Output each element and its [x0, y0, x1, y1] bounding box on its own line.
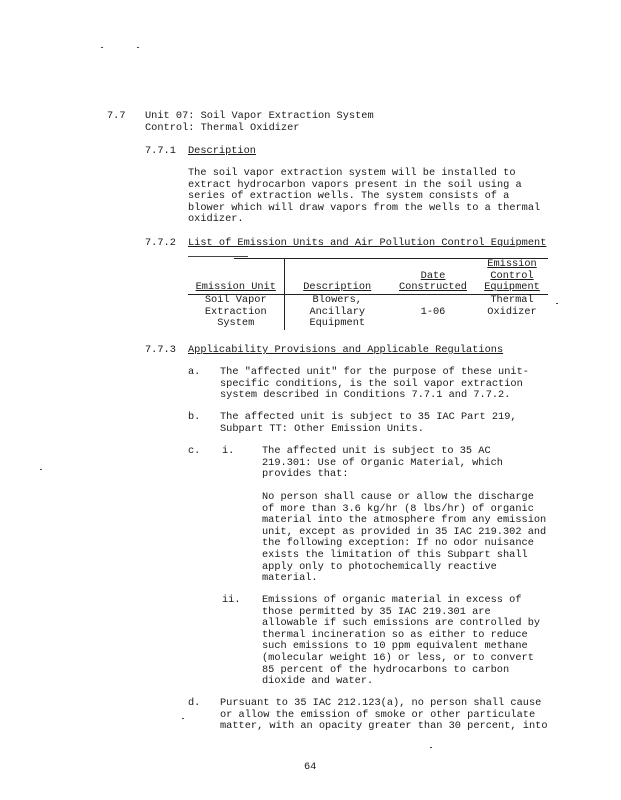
header-description: Description	[284, 258, 390, 295]
scan-speck	[101, 47, 103, 48]
description-line: blower which will draw vapors from the wells to a thermal	[188, 201, 541, 214]
cell-emission-unit	[188, 295, 284, 330]
item-a-text	[220, 367, 529, 402]
item-c-ii-label: ii.	[222, 594, 241, 606]
item-a-line: specific conditions, is the soil vapor extraction	[220, 377, 523, 390]
header-emission-unit: Emission Unit	[188, 258, 284, 295]
item-c-ii-line: (molecular weight 16) or less, or to convert	[262, 651, 534, 664]
item-c-i-quote	[262, 492, 546, 585]
cell-equipment	[476, 295, 548, 330]
quote-line: No person shall cause or allow the discharge	[262, 491, 534, 503]
item-b-line: Subpart TT: Other Emission Units.	[220, 422, 424, 435]
item-c-i-line: The affected unit is subject to 35 AC	[262, 445, 491, 457]
header-date-line: Date	[420, 269, 446, 282]
item-c-ii-line: such emissions to 10 ppm equivalent methane	[262, 640, 528, 653]
item-c-i-line: 219.301: Use of Organic Material, which	[262, 456, 503, 469]
item-d-line: matter, with an opacity greater than 30 percent, into	[220, 720, 548, 733]
scan-speck	[556, 303, 558, 304]
applicability-number: 7.7.3	[145, 344, 176, 356]
item-c-ii-line: thermal incineration so as either to reduce	[262, 628, 528, 641]
section-number: 7.7	[107, 110, 126, 122]
item-d-line: Pursuant to 35 IAC 212.123(a), no person shall cause	[220, 697, 542, 709]
quote-line: of more than 3.6 kg/hr (8 lbs/hr) of organic	[262, 502, 534, 515]
section-title	[145, 111, 374, 134]
scan-speck	[40, 469, 42, 470]
header-equipment-line: Equipment	[484, 281, 540, 294]
item-c-ii-line: Emissions of organic material in excess of	[262, 594, 522, 606]
item-c-label: c.	[188, 445, 201, 457]
description-line: The soil vapor extraction system will be installed to	[188, 167, 516, 179]
header-date-constructed	[390, 258, 476, 295]
section-unit-line: Unit 07: Soil Vapor Extraction System	[145, 110, 374, 122]
header-equipment-line: Control	[490, 269, 534, 282]
item-c-i-label: i.	[222, 445, 235, 457]
header-equipment-line: Emission	[487, 258, 537, 271]
item-a-line: system described in Conditions 7.7.1 and 7.7.2.	[220, 389, 511, 402]
table-top-rule-short	[188, 256, 248, 257]
scan-speck	[137, 47, 139, 48]
item-c-i-text	[262, 446, 503, 481]
description-line: extract hydrocarbon vapors present in the soil using a	[188, 178, 522, 191]
section-control-line: Control: Thermal Oxidizer	[145, 121, 300, 134]
cell-line: System	[217, 317, 255, 330]
quote-line: unit, except as provided in 35 IAC 219.302 and	[262, 525, 547, 538]
item-b-label: b.	[188, 411, 201, 423]
cell-line: Blowers, Ancillary	[309, 294, 366, 318]
description-number: 7.7.1	[145, 145, 176, 157]
description-line: oxidizer.	[188, 213, 244, 226]
cell-line: Oxidizer	[487, 305, 537, 318]
scan-speck	[430, 747, 432, 748]
cell-line: Thermal	[490, 294, 534, 306]
page-number: 64	[304, 761, 317, 773]
item-c-ii-text	[262, 595, 540, 688]
item-b-line: The affected unit is subject to 35 IAC Part 219,	[220, 411, 517, 423]
description-heading: Description	[188, 145, 256, 157]
item-d-text	[220, 698, 548, 733]
description-line: series of extraction wells. The system consists of a	[188, 190, 510, 203]
cell-date	[390, 295, 476, 330]
item-c-ii-line: allowable if such emissions are controlled by	[262, 617, 541, 630]
item-d-label: d.	[188, 697, 201, 709]
item-d-line: or allow the emission of smoke or other particulate	[220, 708, 536, 721]
item-c-i-line: provides that:	[262, 468, 349, 481]
item-c-ii-line: those permitted by 35 IAC 219.301 are	[262, 605, 491, 618]
header-control-equipment	[476, 258, 548, 295]
scan-speck	[182, 718, 184, 719]
cell-line: Equipment	[309, 317, 366, 330]
header-date-line: Constructed	[399, 281, 467, 294]
item-a-label: a.	[188, 366, 201, 378]
quote-line: exists the limitation of this Subpart shall	[262, 548, 528, 561]
cell-line: Extraction	[204, 305, 267, 318]
item-c-ii-line: dioxide and water.	[262, 675, 374, 688]
item-b-text	[220, 412, 517, 435]
emission-list-heading: List of Emission Units and Air Pollution Control Equipment	[188, 237, 547, 249]
cell-line: 1-06	[420, 305, 446, 318]
quote-line: material into the atmosphere from any emission	[262, 514, 547, 527]
item-c-ii-line: 85 percent of the hydrocarbons to carbon	[262, 663, 510, 676]
cell-line: Soil Vapor	[204, 294, 267, 306]
emission-units-table	[188, 258, 548, 330]
cell-description	[284, 295, 390, 330]
quote-line: apply only to photochemically reactive	[262, 560, 497, 573]
emission-list-number: 7.7.2	[145, 237, 176, 249]
item-a-line: The "affected unit" for the purpose of these unit-	[220, 366, 529, 378]
quote-line: the following exception: If no odor nuisance	[262, 537, 534, 550]
table-row	[188, 295, 548, 330]
description-paragraph	[188, 168, 540, 226]
applicability-heading: Applicability Provisions and Applicable Regulations	[188, 344, 504, 356]
quote-line: material.	[262, 572, 318, 585]
